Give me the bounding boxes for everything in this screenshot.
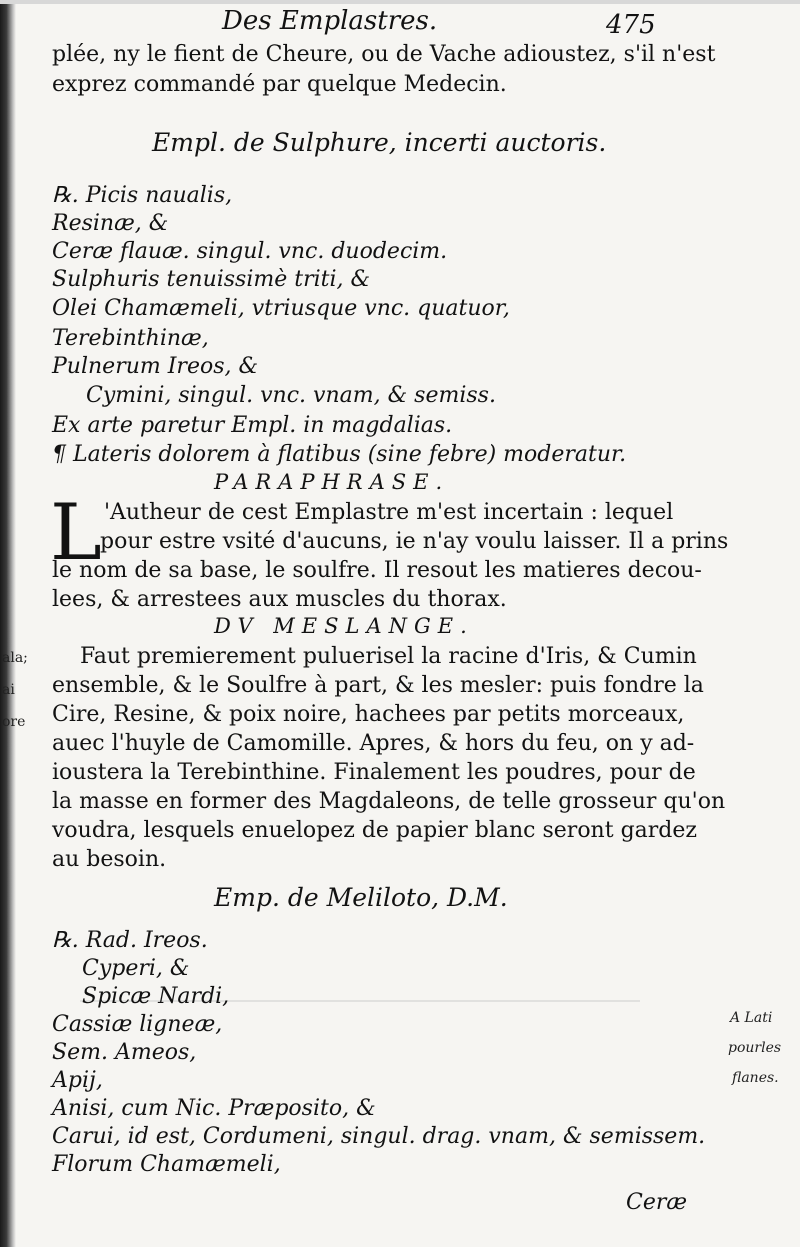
margin-note-right: pourles [728,1040,782,1056]
recipe-1-line: ℞. Picis naualis, [52,183,233,208]
page-gutter-shadow [0,0,16,1247]
margin-note-left: ore [2,714,26,730]
opening-line-2: exprez commandé par quelque Medecin. [52,72,507,97]
recipe-2-line: ℞. Rad. Ireos. [52,928,208,953]
margin-note-left: ala; [2,650,28,666]
opening-line-1: plée, ny le fient de Cheure, ou de Vache adioustez, s'il n'est [52,42,716,67]
recipe-2-line: Sem. Ameos, [52,1040,197,1065]
recipe-1-line: Cymini, singul. vnc. vnam, & semiss. [86,383,496,408]
recipe-2-line: Cyperi, & [82,956,190,981]
paraphrase-line: le nom de sa base, le soulfre. Il resout les matieres decou- [52,558,702,583]
meslange-line: ensemble, & le Soulfre à part, & les mesler: puis fondre la [52,673,704,698]
paraphrase-line: pour estre vsité d'aucuns, ie n'ay voulu laisser. Il a prins [100,529,729,554]
recipe-1-line: Olei Chamæmeli, vtriusque vnc. quatuor, [52,296,510,321]
margin-note-left: ai [2,682,15,698]
meslange-line: Cire, Resine, & poix noire, hachees par petits morceaux, [52,702,685,727]
margin-note-right: flanes. [732,1070,779,1086]
paraphrase-heading: PARAPHRASE. [214,470,450,494]
meslange-line: la masse en former des Magdaleons, de telle grosseur qu'on [52,789,726,814]
page-number: 475 [606,10,656,40]
meslange-line: Faut premierement puluerisel la racine d'Iris, & Cumin [80,644,697,669]
catchword: Ceræ [626,1190,688,1215]
meslange-heading: DV MESLANGE. [214,614,474,638]
recipe-1-line: Ex arte paretur Empl. in magdalias. [52,413,453,438]
running-title: Des Emplastres. [222,6,438,36]
meslange-line: ioustera la Terebinthine. Finalement les poudres, pour de [52,760,696,785]
recipe-2-line: Spicæ Nardi, [82,984,230,1009]
recipe-1-line: Resinæ, & [52,211,169,236]
recipe-2-line: Apij, [52,1068,103,1093]
recipe-1-line: Pulnerum Ireos, & [52,354,259,379]
drop-cap-initial: L [50,488,102,578]
paraphrase-line: 'Autheur de cest Emplastre m'est incertain : lequel [104,500,674,525]
meslange-line: voudra, lesquels enuelopez de papier blanc seront gardez [52,818,697,843]
meslange-line: auec l'huyle de Camomille. Apres, & hors du feu, on y ad- [52,731,695,756]
recipe-1-title: Empl. de Sulphure, incerti auctoris. [152,128,607,157]
recipe-2-line: Cassiæ ligneæ, [52,1012,223,1037]
recipe-1-line: ¶ Lateris dolorem à flatibus (sine febre) moderatur. [52,442,627,467]
margin-note-right: A Lati [730,1010,773,1026]
paraphrase-line: lees, & arrestees aux muscles du thorax. [52,587,507,612]
meslange-line: au besoin. [52,847,167,872]
recipe-1-line: Ceræ flauæ. singul. vnc. duodecim. [52,239,448,264]
recipe-1-line: Terebinthinæ, [52,326,209,351]
recipe-2-line: Anisi, cum Nic. Præposito, & [52,1096,376,1121]
recipe-2-line: Florum Chamæmeli, [52,1152,281,1177]
recipe-1-line: Sulphuris tenuissimè triti, & [52,267,371,292]
page-top-edge [0,0,800,4]
recipe-2-line: Carui, id est, Cordumeni, singul. drag. vnam, & semissem. [52,1124,706,1149]
recipe-2-title: Emp. de Meliloto, D.M. [214,883,508,912]
